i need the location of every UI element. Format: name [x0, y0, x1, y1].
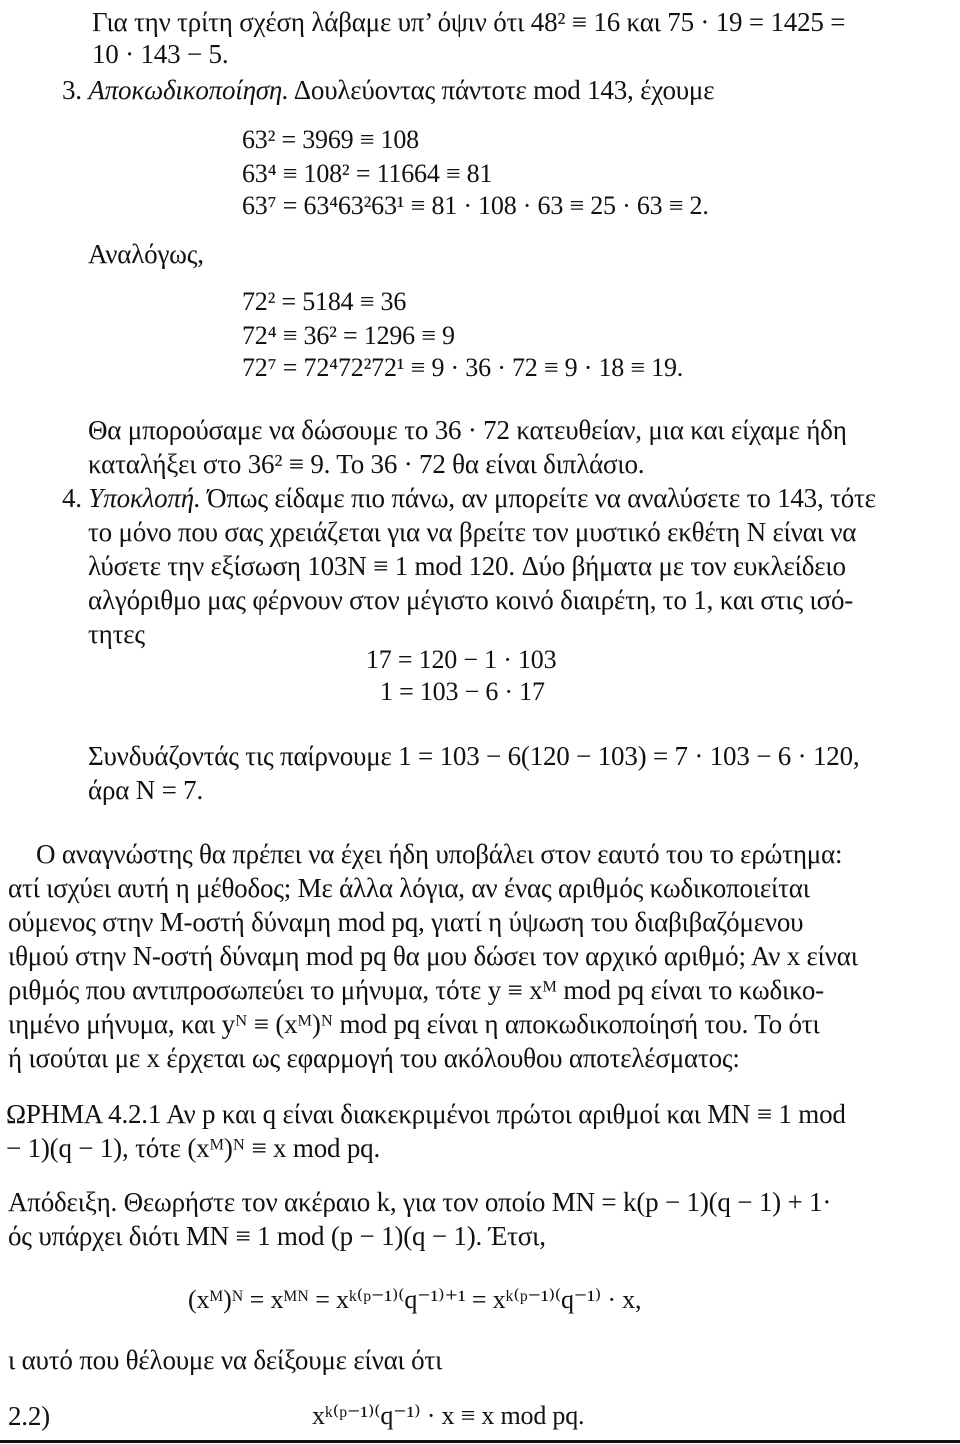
item-heading: Αποκωδικοποίηση. — [88, 75, 289, 105]
proof-line: ι αυτό που θέλουμε να δείξουμε είναι ότι — [8, 1345, 443, 1375]
bottom-rule — [0, 1440, 960, 1443]
proof-line: Απόδειξη. Θεωρήστε τον ακέραιο k, για τον οποίο MN = k(p − 1)(q − 1) + 1· — [8, 1187, 832, 1217]
theorem-line: − 1)(q − 1), τότε (xᴹ)ᴺ ≡ x mod pq. — [6, 1133, 380, 1163]
item-4-line — [62, 482, 876, 514]
text-line: λύσετε την εξίσωση 103N ≡ 1 mod 120. Δύο βήματα με τον ευκλείδειο — [88, 551, 846, 581]
item-3-line — [62, 74, 714, 106]
text-line: ή ισούται με x έρχεται ως εφαρμογή του ακόλουθου αποτελέσματος: — [8, 1043, 740, 1073]
text-line: άρα N = 7. — [88, 775, 203, 805]
theorem-line: ΩΡΗΜΑ 4.2.1 Αν p και q είναι διακεκριμένοι πρώτοι αριθμοί και MN ≡ 1 mod — [6, 1099, 846, 1129]
text-line: αλγόριθμο μας φέρνουν στον μέγιστο κοινό διαιρέτη, το 1, και στις ισό- — [88, 585, 854, 615]
text-line: ατί ισχύει αυτή η μέθοδος; Με άλλα λόγια, αν ένας αριθμός κωδικοποιείται — [8, 873, 810, 903]
text-line: 10 · 143 − 5. — [92, 39, 229, 69]
item-text: Όπως είδαμε πιο πάνω, αν μπορείτε να αναλύσετε το 143, τότε — [207, 483, 876, 513]
equation: xᵏ⁽ᵖ⁻¹⁾⁽q⁻¹⁾ · x ≡ x mod pq. — [312, 1401, 585, 1430]
equation: 63⁷ = 63⁴63²63¹ ≡ 81 · 108 · 63 ≡ 25 · 63 ≡ 2. — [242, 191, 709, 220]
text-line: Αναλόγως, — [88, 239, 204, 269]
equation: 72⁷ = 72⁴72²72¹ ≡ 9 · 36 · 72 ≡ 9 · 18 ≡ 19. — [242, 353, 684, 382]
text-line: καταλήξει στο 36² ≡ 9. Το 36 · 72 θα είναι διπλάσιο. — [88, 449, 645, 479]
equation-label: 2.2) — [8, 1401, 50, 1431]
equation: 1 = 103 − 6 · 17 — [380, 677, 545, 706]
text-line: Ο αναγνώστης θα πρέπει να έχει ήδη υποβάλει στον εαυτό του το ερώτημα: — [36, 839, 843, 869]
proof-line: ός υπάρχει διότι MN ≡ 1 mod (p − 1)(q − 1). Έτσι, — [8, 1221, 546, 1251]
equation: 63⁴ ≡ 108² = 11664 ≡ 81 — [242, 159, 493, 188]
equation: 72⁴ ≡ 36² = 1296 ≡ 9 — [242, 321, 455, 350]
item-text: Δουλεύοντας πάντοτε mod 143, έχουμε — [293, 75, 715, 105]
text-line: ιημένο μήνυμα, και yᴺ ≡ (xᴹ)ᴺ mod pq είναι η αποκωδικοποίησή του. Το ότι — [8, 1009, 820, 1039]
text-line: ιθμού στην N-οστή δύναμη mod pq θα μου δώσει τον αρχικό αριθμό; Αν x είναι — [8, 941, 858, 971]
text-line: ριθμός που αντιπροσωπεύει το μήνυμα, τότε y ≡ xᴹ mod pq είναι το κωδικο- — [8, 975, 824, 1005]
equation: 17 = 120 − 1 · 103 — [366, 645, 557, 674]
item-number: 3. — [62, 75, 82, 105]
text-line: Συνδυάζοντάς τις παίρνουμε 1 = 103 − 6(120 − 103) = 7 · 103 − 6 · 120, — [88, 741, 860, 771]
text-line: Για την τρίτη σχέση λάβαμε υπ’ όψιν ότι 48² ≡ 16 και 75 · 19 = 1425 = — [92, 7, 846, 37]
item-number: 4. — [62, 483, 82, 513]
equation: (xᴹ)ᴺ = xᴹᴺ = xᵏ⁽ᵖ⁻¹⁾⁽q⁻¹⁾⁺¹ = xᵏ⁽ᵖ⁻¹⁾⁽q⁻¹⁾ · x, — [188, 1285, 642, 1314]
equation: 72² = 5184 ≡ 36 — [242, 287, 407, 316]
text-line: τητες — [88, 619, 145, 649]
item-heading: Υποκλοπή. — [88, 483, 201, 513]
equation: 63² = 3969 ≡ 108 — [242, 125, 419, 154]
text-line: το μόνο που σας χρειάζεται για να βρείτε τον μυστικό εκθέτη N είναι να — [88, 517, 857, 547]
text-line: ούμενος στην M-οστή δύναμη mod pq, γιατί η ύψωση του διαβιβαζόμενου — [8, 907, 804, 937]
text-line: Θα μπορούσαμε να δώσουμε το 36 · 72 κατευθείαν, μια και είχαμε ήδη — [88, 415, 847, 445]
